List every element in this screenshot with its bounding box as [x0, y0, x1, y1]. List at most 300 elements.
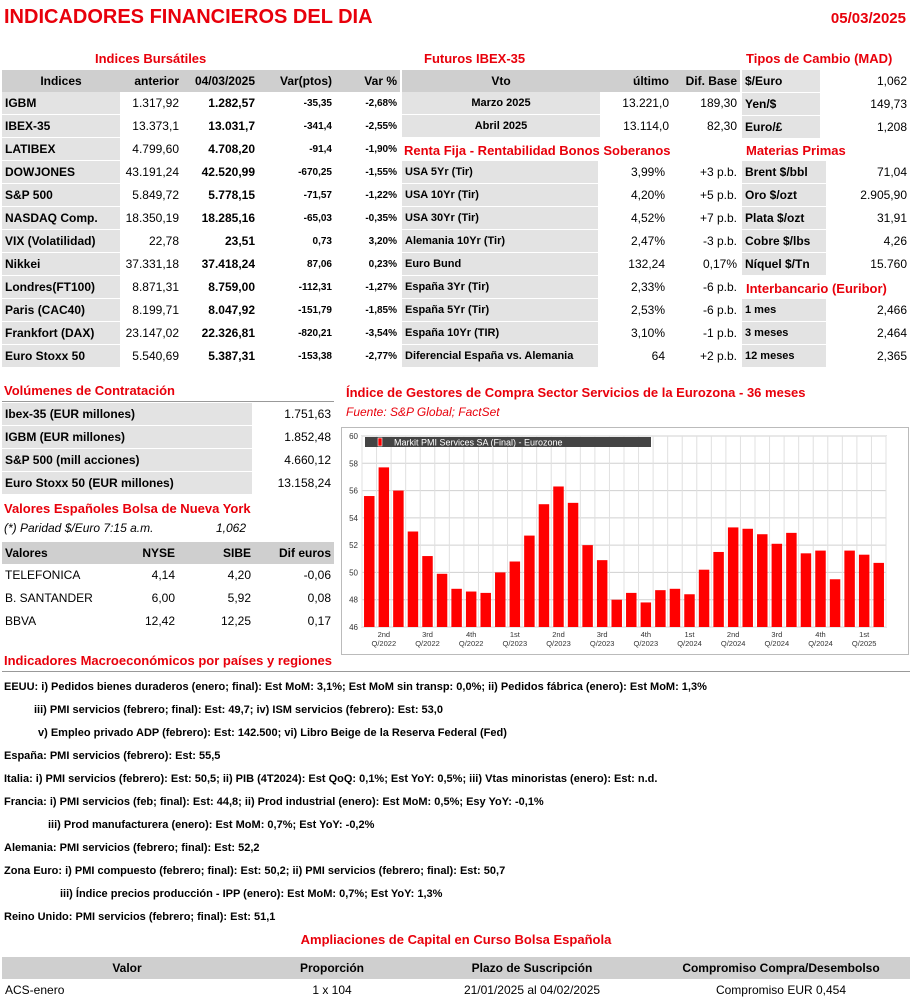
chart-bar	[466, 592, 476, 627]
table-cell: 23.147,02	[120, 322, 182, 345]
table-cell: -0,06	[254, 564, 334, 587]
table-cell: NASDAQ Comp.	[2, 207, 120, 230]
volumenes-title: Volúmenes de Contratación	[4, 383, 175, 398]
table-row	[742, 70, 910, 93]
table-cell: -6 p.b.	[668, 299, 740, 322]
chart-bar	[553, 486, 563, 627]
table-row	[402, 345, 740, 368]
table-cell: 64	[598, 345, 668, 368]
x-tick-label: 4th	[815, 630, 826, 639]
chart-bar	[524, 536, 534, 627]
table-cell: ACS-enero	[2, 979, 252, 1002]
paridad-label: (*) Paridad $/Euro 7:15 a.m.	[4, 521, 154, 535]
macro-line: iii) PMI servicios (febrero; final): Est: 49,7; iv) ISM servicios (febrero): Est: 53,0	[34, 704, 443, 716]
table-cell: 2,53%	[598, 299, 668, 322]
table-cell: Paris (CAC40)	[2, 299, 120, 322]
table-row	[2, 92, 400, 115]
table-row	[2, 587, 334, 610]
x-tick-label: Q/2023	[589, 639, 615, 648]
table-row	[402, 161, 740, 184]
table-row	[2, 403, 334, 426]
table-cell: 5.387,31	[182, 345, 258, 368]
x-tick-label: Q/2024	[677, 639, 702, 648]
chart-bar	[437, 574, 447, 627]
table-cell: -6 p.b.	[668, 276, 740, 299]
chart-bar	[830, 579, 840, 627]
table-cell: 1 x 104	[252, 979, 412, 1002]
table-row	[742, 161, 910, 184]
table-cell: -1,27%	[335, 276, 400, 299]
paridad-value: 1,062	[216, 521, 247, 535]
chart-bar	[772, 544, 782, 627]
table-cell: Abril 2025	[402, 115, 600, 138]
chart-bar	[728, 527, 738, 627]
table-cell: 5.778,15	[182, 184, 258, 207]
y-tick-label: 54	[349, 513, 358, 523]
table-cell: 2,47%	[598, 230, 668, 253]
table-cell: Ibex-35 (EUR millones)	[2, 403, 252, 426]
table-row	[742, 253, 910, 276]
interbancario-title: Interbancario (Euribor)	[746, 281, 887, 296]
table-cell: 13.114,0	[600, 115, 672, 138]
chart-bar	[626, 593, 636, 627]
chart-bar	[364, 496, 374, 627]
col-header: SIBE	[178, 542, 254, 564]
table-cell: España 3Yr (Tir)	[402, 276, 598, 299]
table-row	[742, 230, 910, 253]
table-cell: 12,25	[178, 610, 254, 633]
table-cell: 12,42	[108, 610, 178, 633]
table-row	[2, 299, 400, 322]
macro-line: Francia: i) PMI servicios (feb; final): Est: 44,8; ii) Prod industrial (enero): Est MoM: 0,5%; Esy YoY: -0,1%	[4, 796, 544, 808]
table-cell: +7 p.b.	[668, 207, 740, 230]
table-cell: Frankfort (DAX)	[2, 322, 120, 345]
table-cell: Cobre $/lbs	[742, 230, 826, 253]
table-cell: 3,20%	[335, 230, 400, 253]
table-row	[2, 207, 400, 230]
table-row	[2, 115, 400, 138]
materias-primas-title: Materias Primas	[746, 143, 846, 158]
table-cell: 13.158,24	[252, 472, 334, 495]
table-cell: 1.751,63	[252, 403, 334, 426]
table-cell: USA 30Yr (Tir)	[402, 207, 598, 230]
table-cell: 22,78	[120, 230, 182, 253]
x-tick-label: Q/2022	[415, 639, 440, 648]
table-cell: 82,30	[672, 115, 740, 138]
table-cell: 4.660,12	[252, 449, 334, 472]
table-cell: 15.760	[826, 253, 910, 276]
table-cell: 1,208	[820, 116, 910, 139]
chart-bar	[451, 589, 461, 627]
x-tick-label: 3rd	[771, 630, 783, 639]
chart-bar	[393, 491, 403, 627]
tipos-cambio-title: Tipos de Cambio (MAD)	[746, 51, 893, 66]
table-row	[2, 184, 400, 207]
table-cell: 22.326,81	[182, 322, 258, 345]
x-tick-label: 1st	[684, 630, 695, 639]
table-cell: -341,4	[258, 115, 335, 138]
table-cell: 42.520,99	[182, 161, 258, 184]
y-tick-label: 60	[349, 432, 358, 441]
pmi-chart-svg	[341, 427, 909, 655]
col-header: 04/03/2025	[182, 70, 258, 92]
y-tick-label: 46	[349, 623, 358, 632]
macro-line: v) Empleo privado ADP (febrero): Est: 142.500; vi) Libro Beige de la Reserva Federal (Fed)	[38, 727, 507, 739]
table-cell: 3 meses	[742, 322, 826, 345]
table-cell: 1.852,48	[252, 426, 334, 449]
chart-bar	[582, 545, 592, 627]
pmi-source: Fuente: S&P Global; FactSet	[346, 405, 500, 419]
x-tick-label: 2nd	[726, 630, 740, 639]
chart-bar	[670, 589, 680, 627]
table-cell: -1 p.b.	[668, 322, 740, 345]
table-row	[2, 276, 400, 299]
table-cell: 132,24	[598, 253, 668, 276]
chart-bar	[408, 532, 418, 628]
table-cell: Níquel $/Tn	[742, 253, 826, 276]
tipos-cambio-table	[742, 70, 910, 139]
table-cell: 4,20	[178, 564, 254, 587]
y-tick-label: 48	[349, 595, 358, 605]
table-row	[2, 138, 400, 161]
col-header: Dif. Base	[672, 70, 740, 92]
chart-bar	[786, 533, 796, 627]
pmi-title: Índice de Gestores de Compra Sector Servicios de la Eurozona - 36 meses	[346, 385, 806, 400]
table-cell: 0,17%	[668, 253, 740, 276]
table-cell: -151,79	[258, 299, 335, 322]
x-tick-label: Q/2023	[502, 639, 528, 648]
chart-bar	[539, 504, 549, 627]
table-cell: 5.849,72	[120, 184, 182, 207]
table-row	[742, 345, 910, 368]
chart-bar	[655, 590, 665, 627]
x-tick-label: 2nd	[377, 630, 391, 639]
renta-fija-title: Renta Fija - Rentabilidad Bonos Soberanos	[404, 143, 671, 158]
futuros-table	[402, 70, 740, 138]
x-tick-label: Q/2024	[720, 639, 746, 648]
table-cell: 12 meses	[742, 345, 826, 368]
chart-bar	[379, 467, 389, 627]
table-cell: Alemania 10Yr (Tir)	[402, 230, 598, 253]
macro-line: Reino Unido: PMI servicios (febrero; final): Est: 51,1	[4, 911, 276, 923]
table-cell: Diferencial España vs. Alemania	[402, 345, 598, 368]
col-header: Indices	[2, 70, 120, 92]
pmi-chart	[341, 427, 909, 655]
x-tick-label: Q/2022	[458, 639, 484, 648]
chart-bar	[742, 529, 752, 627]
table-row	[402, 230, 740, 253]
y-tick-label: 52	[349, 541, 358, 551]
table-cell: 87,06	[258, 253, 335, 276]
table-cell: Yen/$	[742, 93, 820, 116]
x-tick-label: Q/2022	[371, 639, 397, 648]
table-row	[2, 979, 910, 1002]
macro-line: EEUU: i) Pedidos bienes duraderos (enero; final): Est MoM: 3,1%; Est MoM sin transp: 0,0%; ii) Pedidos fábrica (enero): Est MoM: 1,3%	[4, 681, 707, 693]
table-cell: Nikkei	[2, 253, 120, 276]
table-cell: 31,91	[826, 207, 910, 230]
table-cell: 23,51	[182, 230, 258, 253]
table-cell: -0,35%	[335, 207, 400, 230]
x-tick-label: 1st	[509, 630, 520, 639]
table-cell: 149,73	[820, 93, 910, 116]
table-row	[402, 276, 740, 299]
table-row	[2, 253, 400, 276]
col-header: último	[600, 70, 672, 92]
table-cell: 1.317,92	[120, 92, 182, 115]
table-row	[402, 207, 740, 230]
table-cell: Euro Stoxx 50 (EUR millones)	[2, 472, 252, 495]
col-header: Proporción	[252, 957, 412, 979]
table-cell: 4,14	[108, 564, 178, 587]
table-cell: España 5Yr (Tir)	[402, 299, 598, 322]
table-row	[742, 207, 910, 230]
macro-line: iii) Índice precios producción - IPP (enero): Est MoM: 0,7%; Est YoY: 1,3%	[60, 888, 443, 900]
chart-bar	[699, 570, 709, 627]
y-tick-label: 56	[349, 486, 358, 496]
col-header: NYSE	[108, 542, 178, 564]
table-row	[2, 161, 400, 184]
x-tick-label: Q/2024	[808, 639, 833, 648]
divider	[2, 401, 334, 402]
chart-bar	[495, 572, 505, 627]
table-cell: -1,85%	[335, 299, 400, 322]
table-cell: 5.540,69	[120, 345, 182, 368]
table-cell: 4,52%	[598, 207, 668, 230]
table-cell: 2,466	[826, 299, 910, 322]
chart-title: Markit PMI Services SA (Final) - Eurozone	[394, 437, 563, 448]
table-row	[2, 472, 334, 495]
macro-line: iii) Prod manufacturera (enero): Est MoM: 0,7%; Est YoY: -0,2%	[48, 819, 375, 831]
chart-bar	[510, 562, 520, 627]
table-row	[742, 116, 910, 139]
table-row	[742, 184, 910, 207]
table-row	[2, 345, 400, 368]
col-header: Valor	[2, 957, 252, 979]
table-cell: 6,00	[108, 587, 178, 610]
table-row	[2, 449, 334, 472]
table-cell: 1,062	[820, 70, 910, 93]
chart-bar	[859, 555, 869, 627]
table-cell: -91,4	[258, 138, 335, 161]
table-cell: 4,20%	[598, 184, 668, 207]
ampliaciones-title: Ampliaciones de Capital en Curso Bolsa Española	[300, 932, 612, 947]
table-cell: España 10Yr (TIR)	[402, 322, 598, 345]
table-cell: 13.221,0	[600, 92, 672, 115]
table-cell: -1,55%	[335, 161, 400, 184]
table-cell: 8.871,31	[120, 276, 182, 299]
table-cell: IGBM (EUR millones)	[2, 426, 252, 449]
table-row	[402, 115, 740, 138]
table-cell: USA 10Yr (Tir)	[402, 184, 598, 207]
col-header: Valores	[2, 542, 108, 564]
table-cell: 2.905,90	[826, 184, 910, 207]
table-cell: 13.373,1	[120, 115, 182, 138]
table-cell: LATIBEX	[2, 138, 120, 161]
table-cell: $/Euro	[742, 70, 820, 93]
table-cell: 189,30	[672, 92, 740, 115]
table-cell: 37.418,24	[182, 253, 258, 276]
table-cell: TELEFONICA	[2, 564, 108, 587]
table-row	[402, 299, 740, 322]
chart-bar	[611, 600, 621, 627]
col-header: Vto	[402, 70, 600, 92]
interbancario-table	[742, 299, 910, 368]
table-cell: 8.199,71	[120, 299, 182, 322]
chart-bar	[844, 551, 854, 627]
macro-line: Italia: i) PMI servicios (febrero): Est: 50,5; ii) PIB (4T2024): Est QoQ: 0,1%; Est YoY: 0,5%; iii) Vtas minoristas (enero): Est: n.d.	[4, 773, 658, 785]
report-date: 05/03/2025	[830, 10, 906, 27]
renta-fija-table	[402, 161, 740, 368]
table-cell: S&P 500 (mill acciones)	[2, 449, 252, 472]
table-cell: Brent $/bbl	[742, 161, 826, 184]
table-cell: -153,38	[258, 345, 335, 368]
table-cell: -65,03	[258, 207, 335, 230]
table-cell: -71,57	[258, 184, 335, 207]
table-cell: 3,10%	[598, 322, 668, 345]
chart-bar	[684, 594, 694, 627]
table-cell: 2,464	[826, 322, 910, 345]
table-cell: DOWJONES	[2, 161, 120, 184]
x-tick-label: 2nd	[552, 630, 565, 639]
indices-title: Indices Bursátiles	[95, 51, 207, 66]
x-tick-label: Q/2023	[633, 639, 659, 648]
col-header: anterior	[120, 70, 182, 92]
chart-bar	[757, 534, 767, 627]
x-tick-label: Q/2023	[546, 639, 571, 648]
macro-line: España: PMI servicios (febrero): Est: 55,5	[4, 750, 221, 762]
table-row	[2, 322, 400, 345]
valores-ny-table	[2, 542, 334, 633]
table-cell: 3,99%	[598, 161, 668, 184]
table-cell: -2,77%	[335, 345, 400, 368]
ampliaciones-table	[2, 957, 910, 1002]
table-cell: -820,21	[258, 322, 335, 345]
divider	[2, 671, 910, 672]
table-cell: 2,365	[826, 345, 910, 368]
table-cell: 5,92	[178, 587, 254, 610]
legend-swatch	[378, 438, 382, 446]
table-row	[402, 322, 740, 345]
page-title: INDICADORES FINANCIEROS DEL DIA	[4, 6, 373, 28]
table-cell: B. SANTANDER	[2, 587, 108, 610]
y-tick-label: 50	[349, 568, 358, 578]
table-row	[742, 299, 910, 322]
x-tick-label: 1st	[859, 630, 870, 639]
chart-bar	[422, 556, 432, 627]
table-row	[742, 322, 910, 345]
table-cell: 4.708,20	[182, 138, 258, 161]
table-cell: Marzo 2025	[402, 92, 600, 115]
table-cell: Euro Stoxx 50	[2, 345, 120, 368]
table-cell: -1,90%	[335, 138, 400, 161]
table-cell: +3 p.b.	[668, 161, 740, 184]
table-cell: 18.350,19	[120, 207, 182, 230]
table-cell: 8.047,92	[182, 299, 258, 322]
table-row	[402, 253, 740, 276]
x-tick-label: 3rd	[596, 630, 608, 639]
table-cell: 2,33%	[598, 276, 668, 299]
table-cell: 0,08	[254, 587, 334, 610]
table-row	[402, 92, 740, 115]
volumenes-table	[2, 403, 334, 495]
table-row	[2, 610, 334, 633]
table-cell: -3 p.b.	[668, 230, 740, 253]
x-tick-label: 3rd	[422, 630, 433, 639]
y-tick-label: 58	[349, 459, 358, 469]
chart-bar	[641, 602, 651, 627]
table-cell: VIX (Volatilidad)	[2, 230, 120, 253]
table-row	[742, 93, 910, 116]
table-cell: 71,04	[826, 161, 910, 184]
macro-title: Indicadores Macroeconómicos por países y regiones	[4, 653, 332, 668]
chart-bar	[597, 560, 607, 627]
macro-line: Zona Euro: i) PMI compuesto (febrero; final): Est: 50,2; ii) PMI servicios (febrero; final): Est: 50,7	[4, 865, 506, 877]
col-header: Dif euros	[254, 542, 334, 564]
indices-table	[2, 70, 400, 368]
table-cell: 37.331,18	[120, 253, 182, 276]
table-cell: -3,54%	[335, 322, 400, 345]
x-tick-label: 4th	[465, 630, 477, 639]
x-tick-label: 4th	[640, 630, 652, 639]
table-cell: -2,55%	[335, 115, 400, 138]
table-cell: IGBM	[2, 92, 120, 115]
table-cell: 8.759,00	[182, 276, 258, 299]
table-cell: Plata $/ozt	[742, 207, 826, 230]
table-cell: 21/01/2025 al 04/02/2025	[412, 979, 652, 1002]
col-header: Compromiso Compra/Desembolso	[652, 957, 910, 979]
table-row	[2, 230, 400, 253]
table-cell: Compromiso EUR 0,454	[652, 979, 910, 1002]
col-header: Var %	[335, 70, 400, 92]
table-cell: 4,26	[826, 230, 910, 253]
table-cell: 18.285,16	[182, 207, 258, 230]
table-row	[402, 184, 740, 207]
table-cell: Euro/£	[742, 116, 820, 139]
col-header: Plazo de Suscripción	[412, 957, 652, 979]
table-cell: 1 mes	[742, 299, 826, 322]
table-cell: 0,17	[254, 610, 334, 633]
table-cell: 0,23%	[335, 253, 400, 276]
table-cell: Londres(FT100)	[2, 276, 120, 299]
table-row	[2, 564, 334, 587]
table-row	[2, 426, 334, 449]
col-header: Var(ptos)	[258, 70, 335, 92]
table-cell: IBEX-35	[2, 115, 120, 138]
table-cell: S&P 500	[2, 184, 120, 207]
table-cell: 13.031,7	[182, 115, 258, 138]
table-cell: -112,31	[258, 276, 335, 299]
table-cell: -35,35	[258, 92, 335, 115]
futuros-title: Futuros IBEX-35	[424, 51, 526, 66]
x-tick-label: Q/2024	[764, 639, 790, 648]
table-cell: 4.799,60	[120, 138, 182, 161]
table-cell: 0,73	[258, 230, 335, 253]
chart-bar	[713, 552, 723, 627]
table-cell: 1.282,57	[182, 92, 258, 115]
x-tick-label: Q/2025	[851, 639, 877, 648]
table-cell: Euro Bund	[402, 253, 598, 276]
chart-bar	[815, 551, 825, 627]
chart-bar	[801, 553, 811, 627]
materias-primas-table	[742, 161, 910, 276]
chart-bar	[568, 503, 578, 627]
table-cell: 43.191,24	[120, 161, 182, 184]
table-cell: -670,25	[258, 161, 335, 184]
chart-bar	[480, 593, 490, 627]
table-cell: -1,22%	[335, 184, 400, 207]
table-cell: -2,68%	[335, 92, 400, 115]
table-cell: USA 5Yr (Tir)	[402, 161, 598, 184]
